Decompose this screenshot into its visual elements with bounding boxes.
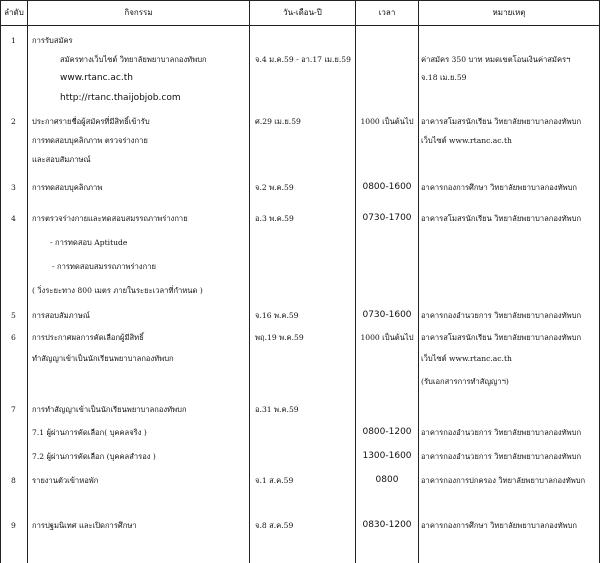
note-text: อาคารกองการศึกษา วิทยาลัยพยาบาลกองทัพบก <box>421 183 577 192</box>
website-link[interactable]: www.rtanc.ac.th <box>60 73 133 83</box>
activity-text: - การทดสอบสมรรถภาพร่างกาย <box>52 262 156 271</box>
note-text: อาคารกองการปกครอง วิทยาลัยพยาบาลกองทัพบก <box>421 476 586 485</box>
activity-text: 7.1 ผู้ผ่านการคัดเลือก( บุคคลจริง ) <box>32 428 147 437</box>
time-text: 0800 <box>375 475 399 485</box>
activity-text: การตรวจร่างกายและทดสอบสมรรถภาพร่างกาย <box>32 214 188 223</box>
header-no: ลำดับ <box>4 8 24 17</box>
activity-text: และสอบสัมภาษณ์ <box>32 155 91 164</box>
note-text: (รับเอกสารการทำสัญญาฯ) <box>421 377 509 386</box>
activity-text: สมัครทางเว็บไซต์ วิทยาลัยพยาบาลกองทัพบก <box>60 55 207 64</box>
row-number: 4 <box>11 214 16 223</box>
header-time: เวลา <box>378 8 396 17</box>
activity-text: 7.2 ผู้ผ่านการคัดเลือก (บุคคลสำรอง ) <box>32 452 156 461</box>
col-divider <box>27 0 28 563</box>
note-text: อาคารกองอำนวยการ วิทยาลัยพยาบาลกองทัพบก <box>421 428 582 437</box>
note-text: จ.18 เม.ย.59 <box>421 73 467 82</box>
row-number: 1 <box>11 36 16 45</box>
header-date: วัน-เดือน-ปี <box>283 8 322 17</box>
note-text: อาคารสโมสรนักเรียน วิทยาลัยพยาบาลกองทัพบก <box>421 214 582 223</box>
time-text: 0730-1700 <box>362 213 412 223</box>
row-number: 6 <box>11 333 16 342</box>
activity-text: การทำสัญญาเข้าเป็นนักเรียนพยาบาลกองทัพบก <box>32 405 187 414</box>
time-text: 1000 เป็นต้นไป <box>360 333 414 342</box>
note-text: เว็บไซต์ www.rtanc.ac.th <box>421 136 512 145</box>
activity-text: การปฐมนิเทศ และเปิดการศึกษา <box>32 521 137 530</box>
note-text: ค่าสมัคร 350 บาท หมดเขตโอนเงินค่าสมัครฯ <box>421 55 571 64</box>
time-text: 1300-1600 <box>362 451 412 461</box>
row-number: 3 <box>11 183 16 192</box>
time-text: 0730-1600 <box>362 310 412 320</box>
col-divider <box>418 0 419 563</box>
activity-text: การทดสอบบุคลิกภาพ ตรวจร่างกาย <box>32 136 148 145</box>
note-text: อาคารกองการศึกษา วิทยาลัยพยาบาลกองทัพบก <box>421 521 577 530</box>
time-text: 0800-1600 <box>362 182 412 192</box>
header-note: หมายเหตุ <box>492 8 526 17</box>
date-text: ศ.29 เม.ย.59 <box>255 117 301 126</box>
date-text: อ.3 พ.ค.59 <box>255 214 294 223</box>
date-text: อ.31 พ.ค.59 <box>255 405 299 414</box>
header-divider <box>0 25 600 26</box>
activity-text: - การทดสอบ Aptitude <box>50 238 128 247</box>
website-link[interactable]: http://rtanc.thaijobjob.com <box>60 93 181 103</box>
time-text: 0830-1200 <box>362 520 412 530</box>
row-number: 9 <box>11 521 16 530</box>
note-text: อาคารกองอำนวยการ วิทยาลัยพยาบาลกองทัพบก <box>421 311 582 320</box>
activity-text: ประกาศรายชื่อผู้สมัครที่มีสิทธิ์เข้ารับ <box>32 117 150 126</box>
date-text: จ.4 ม.ค.59 - อา.17 เม.ย.59 <box>255 55 351 64</box>
activity-text: การประกาศผลการคัดเลือกผู้มีสิทธิ์ <box>32 333 144 342</box>
note-text: อาคารสโมสรนักเรียน วิทยาลัยพยาบาลกองทัพบก <box>421 117 582 126</box>
border-top <box>0 0 600 1</box>
date-text: พฤ.19 พ.ค.59 <box>255 333 304 342</box>
date-text: จ.8 ส.ค.59 <box>255 521 294 530</box>
date-text: จ.1 ส.ค.59 <box>255 476 294 485</box>
row-number: 5 <box>11 311 16 320</box>
activity-text: รายงานตัวเข้าหอพัก <box>32 476 99 485</box>
activity-text: การรับสมัคร <box>32 36 73 45</box>
activity-text: ทำสัญญาเข้าเป็นนักเรียนพยาบาลกองทัพบก <box>32 354 174 363</box>
note-text: อาคารกองอำนวยการ วิทยาลัยพยาบาลกองทัพบก <box>421 452 582 461</box>
border-left <box>0 0 1 563</box>
activity-text: ( วิ่งระยะทาง 800 เมตร ภายในระยะเวลาที่กำหนด ) <box>32 286 203 295</box>
note-text: อาคารสโมสรนักเรียน วิทยาลัยพยาบาลกองทัพบก <box>421 333 582 342</box>
time-text: 1000 เป็นต้นไป <box>360 117 414 126</box>
col-divider <box>249 0 250 563</box>
time-text: 0800-1200 <box>362 427 412 437</box>
date-text: จ.2 พ.ค.59 <box>255 183 294 192</box>
row-number: 7 <box>11 405 16 414</box>
row-number: 8 <box>11 476 16 485</box>
date-text: จ.16 พ.ค.59 <box>255 311 299 320</box>
activity-text: การทดสอบบุคลิกภาพ <box>32 183 103 192</box>
row-number: 2 <box>11 117 16 126</box>
note-text: เว็บไซต์ www.rtanc.ac.th <box>421 354 512 363</box>
activity-text: การสอบสัมภาษณ์ <box>32 311 90 320</box>
header-activity: กิจกรรม <box>124 8 153 17</box>
